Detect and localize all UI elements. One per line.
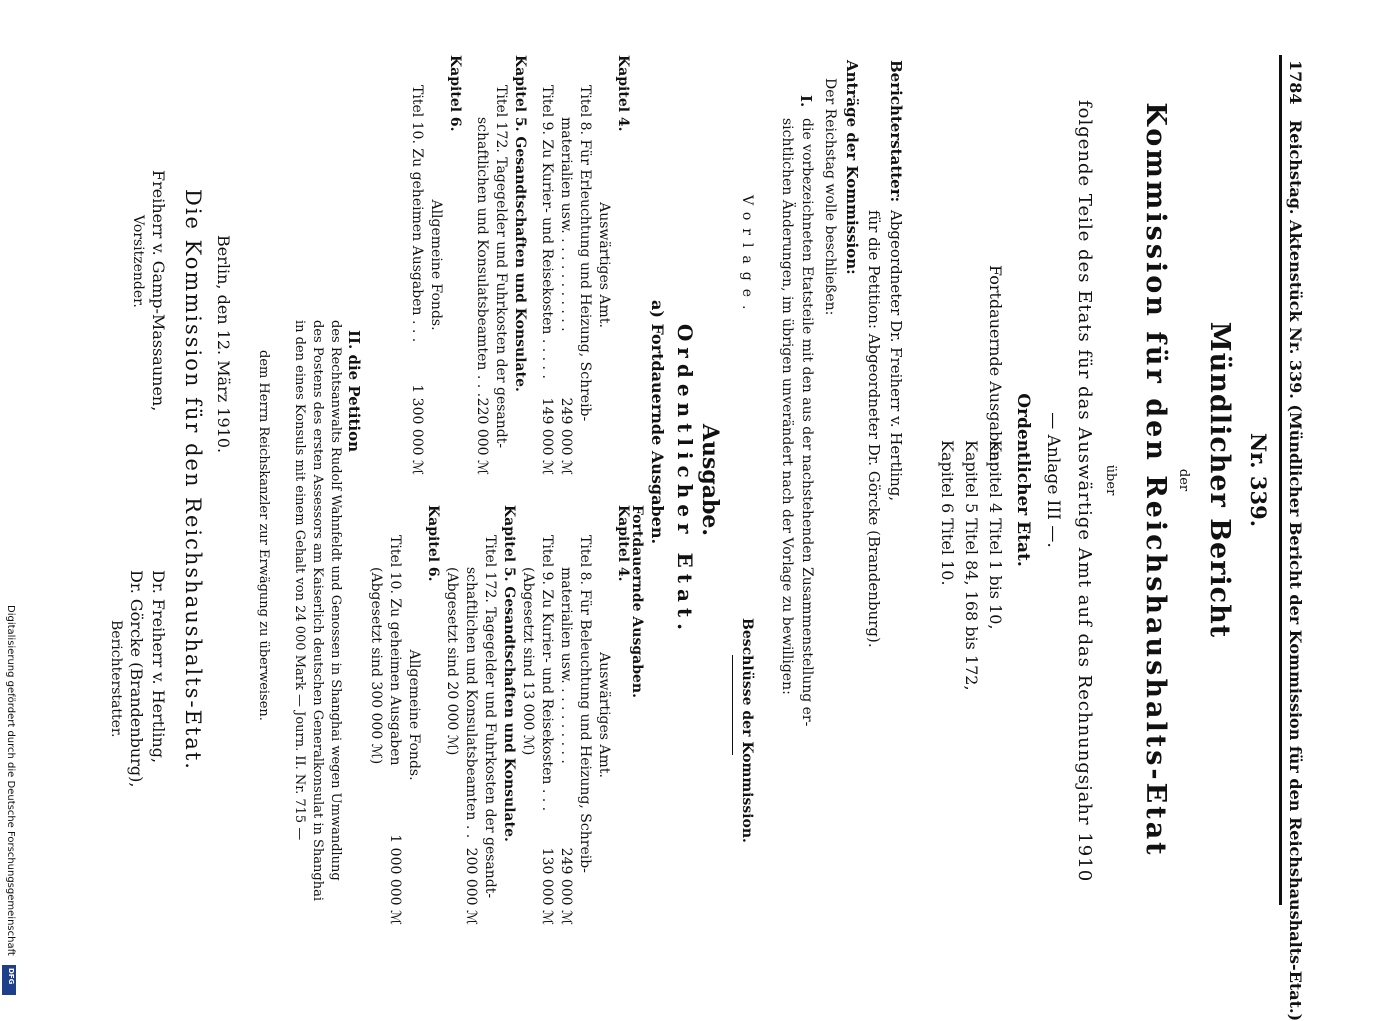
report-title: Mündlicher Bericht (1204, 321, 1235, 639)
chairman-name: Freiherr v. Gamp-Massaunen, (149, 170, 168, 412)
berichterstatter-label: Berichterstatter: (887, 60, 905, 203)
budget-row-text: (Abgesetzt sind 20 000 ℳ) (444, 567, 460, 756)
section-II-label: II. die Petition (345, 330, 363, 453)
budget-row (593, 505, 612, 925)
budget-row (479, 505, 498, 925)
kapitel-line: Kapitel 6 Titel 10. (938, 440, 957, 586)
budget-row (384, 505, 403, 925)
budget-row-text: (Abgesetzt sind 13 000 ℳ) (520, 567, 536, 756)
digitization-strip (0, 0, 18, 1000)
budget-row-text: Titel 10. Zu geheimen Ausgaben . . . (409, 85, 425, 343)
item-I-label: I. (797, 95, 815, 108)
budget-row-text: Allgemeine Fonds. (428, 199, 444, 331)
chairman-role: Vorsitzender. (130, 215, 146, 308)
document-number: Nr. 339. (1246, 432, 1271, 528)
budget-row-amount: 130 000 ℳ (539, 847, 555, 925)
budget-row (463, 55, 471, 475)
budget-row (528, 55, 536, 475)
budget-row-amount: 249 000 ℳ (558, 397, 574, 475)
place-date: Berlin, den 12. März 1910. (214, 235, 233, 454)
beschluesse-rule (732, 655, 733, 755)
dfg-logo-text: DFG (7, 968, 15, 985)
reporter-name: Dr. Görcke (Brandenburg), (127, 570, 146, 788)
petition-line: dem Herrn Reichskanzler zur Erwägung zu überweisen. (256, 350, 271, 721)
vorlage-heading: Vorlage. (739, 195, 755, 318)
kapitel-line: Kapitel 5 Titel 84, 168 bis 172, (962, 440, 981, 691)
budget-row-text: Kapitel 4. (615, 55, 631, 132)
reporter-role: Berichterstatter. (108, 620, 124, 738)
budget-row-text: materialien usw. . . . . . . . . . (558, 567, 574, 764)
budget-row-amount: 220 000 ℳ (474, 397, 490, 475)
budget-row-amount: 1 000 000 ℳ (387, 834, 403, 925)
anlage-reference: — Anlage III —. (1043, 412, 1063, 548)
budget-row (574, 55, 593, 475)
budget-row (612, 505, 631, 925)
budget-row (425, 55, 444, 475)
budget-row-text: Allgemeine Fonds. (406, 649, 422, 781)
ordentlicher-etat-heading: Ordentlicher Etat. (1013, 393, 1033, 567)
item-I-text: sichtlichen Änderungen, im übrigen unverändert nach der Vorlage zu bewilligen: (779, 118, 795, 695)
header-text: Reichstag. Aktenstück Nr. 339. (Mündlicher Bericht der Kommission für den Reichshaushalts-Etat.) (1286, 120, 1305, 1021)
commission-title: Kommission für den Reichshaushalts-Etat (1140, 102, 1171, 858)
budget-row-text: Titel 172. Tagegelder und Fuhrkosten der gesandt- (482, 535, 498, 899)
petition-line: in den eines Konsuls mit einem Gehalt von 24 000 Mark — Journ. II. Nr. 715 — (292, 320, 307, 841)
budget-row (509, 55, 528, 475)
budget-row (422, 505, 441, 925)
fortdauernde-ausgaben-label: Fortdauernde Ausgaben: (986, 265, 1005, 467)
budget-row-amount: 149 000 ℳ (539, 397, 555, 475)
budget-row-text: Titel 8. Für Beleuchtung und Heizung, Schreib- (577, 535, 593, 873)
budget-row-text: Kapitel 5. Gesandtschaften und Konsulate. (501, 505, 517, 842)
beschluesse-heading: Beschlüsse der Kommission. (739, 618, 755, 843)
budget-row-text: Titel 9. Zu Kurier- und Reisekosten . . . . . (539, 85, 555, 379)
page-number: 1784 (1286, 60, 1305, 105)
header-rule (1279, 55, 1282, 905)
budget-row (498, 505, 517, 925)
budget-row-text: Kapitel 4. (615, 505, 631, 582)
budget-row (574, 505, 593, 925)
budget-row-text: Auswärtiges Amt. (596, 202, 612, 328)
budget-row (471, 55, 490, 475)
budget-row-text: schaftlichen und Konsulatsbeamten . . . (474, 117, 490, 398)
budget-row (406, 55, 425, 475)
ordentlicher-etat-subheading: Ordentlicher Etat. (673, 323, 697, 637)
reichstag-resolution-line: Der Reichstag wolle beschließen: (822, 78, 838, 316)
kapitel-line: Kapitel 4 Titel 1 bis 10, (986, 440, 1005, 630)
budget-row (555, 505, 574, 925)
budget-row (441, 505, 460, 925)
preposition-ueber: über (1103, 464, 1118, 496)
petition-line: des Postens des ersten Assessors am Kaiserlich deutschen Generalkonsulat in Shanghai (310, 320, 325, 902)
petition-line: des Rechtsanwalts Rudolf Wahnfeldt und Genossen in Shanghai wegen Umwandlung (328, 320, 343, 881)
intro-line: folgende Teile des Etats für das Auswärtige Amt auf das Rechnungsjahr 1910 (1074, 100, 1095, 883)
budget-row-text: Titel 9. Zu Kurier- und Reisekosten . . . (539, 535, 555, 812)
budget-row-text: schaftlichen und Konsulatsbeamten . . (463, 567, 479, 839)
dfg-logo (2, 965, 16, 995)
budget-row (460, 505, 479, 925)
item-I-text: die vorbezeichneten Etatsteile mit den aus der nachstehenden Zusammenstellung er- (799, 118, 815, 727)
budget-row-text: Kapitel 6. (425, 505, 441, 582)
beschluesse-column (365, 505, 631, 925)
budget-row (536, 505, 555, 925)
fortdauernde-ausgaben-subheading-right: Fortdauernde Ausgaben. (629, 505, 645, 698)
budget-row-text: Titel 8. Für Erleuchtung und Heizung, Schreib- (577, 85, 593, 422)
budget-row-text: Titel 172. Tagegelder und Fuhrkosten der gesandt- (493, 85, 509, 449)
budget-row-text: Titel 10. Zu geheimen Ausgaben (387, 535, 403, 766)
reporter-name: Dr. Freiherr v. Hertling, (149, 570, 168, 764)
budget-row (612, 55, 631, 475)
ausgabe-heading: Ausgabe. (697, 423, 723, 537)
petition-reporter: für die Petition: Abgeordneter Dr. Görcke (Brandenburg). (865, 210, 883, 648)
budget-row-text: Kapitel 6. (447, 55, 463, 132)
budget-row (403, 505, 422, 925)
budget-row (365, 505, 384, 925)
digitization-note: Digitalisierung gefördert durch die Deutsche Forschungsgemeinschaft (5, 605, 16, 956)
vorlage-column (406, 55, 631, 475)
budget-row (444, 55, 463, 475)
budget-row (517, 505, 536, 925)
berichterstatter-name: Abgeordneter Dr. Freiherr v. Hertling, (887, 210, 905, 502)
budget-row-text: (Abgesetzt sind 300 000 ℳ) (368, 567, 384, 765)
closing-commission: Die Kommission für den Reichshaushalts-Etat. (181, 188, 205, 771)
budget-row (490, 55, 509, 475)
budget-row-amount: 200 000 ℳ (463, 847, 479, 925)
budget-row-amount: 1 300 000 ℳ (409, 384, 425, 475)
budget-row (536, 55, 555, 475)
fortdauernde-ausgaben-subheading: a) Fortdauernde Ausgaben. (648, 300, 667, 545)
article-der: der (1176, 468, 1191, 492)
budget-row-text: Auswärtiges Amt. (596, 652, 612, 778)
budget-row-text: Kapitel 5. Gesandtschaften und Konsulate. (512, 55, 528, 392)
budget-row (555, 55, 574, 475)
antraege-heading: Anträge der Kommission: (843, 60, 861, 275)
budget-row (593, 55, 612, 475)
budget-row-amount: 249 000 ℳ (558, 847, 574, 925)
budget-row-text: materialien usw. . . . . . . . . . . . (558, 117, 574, 332)
